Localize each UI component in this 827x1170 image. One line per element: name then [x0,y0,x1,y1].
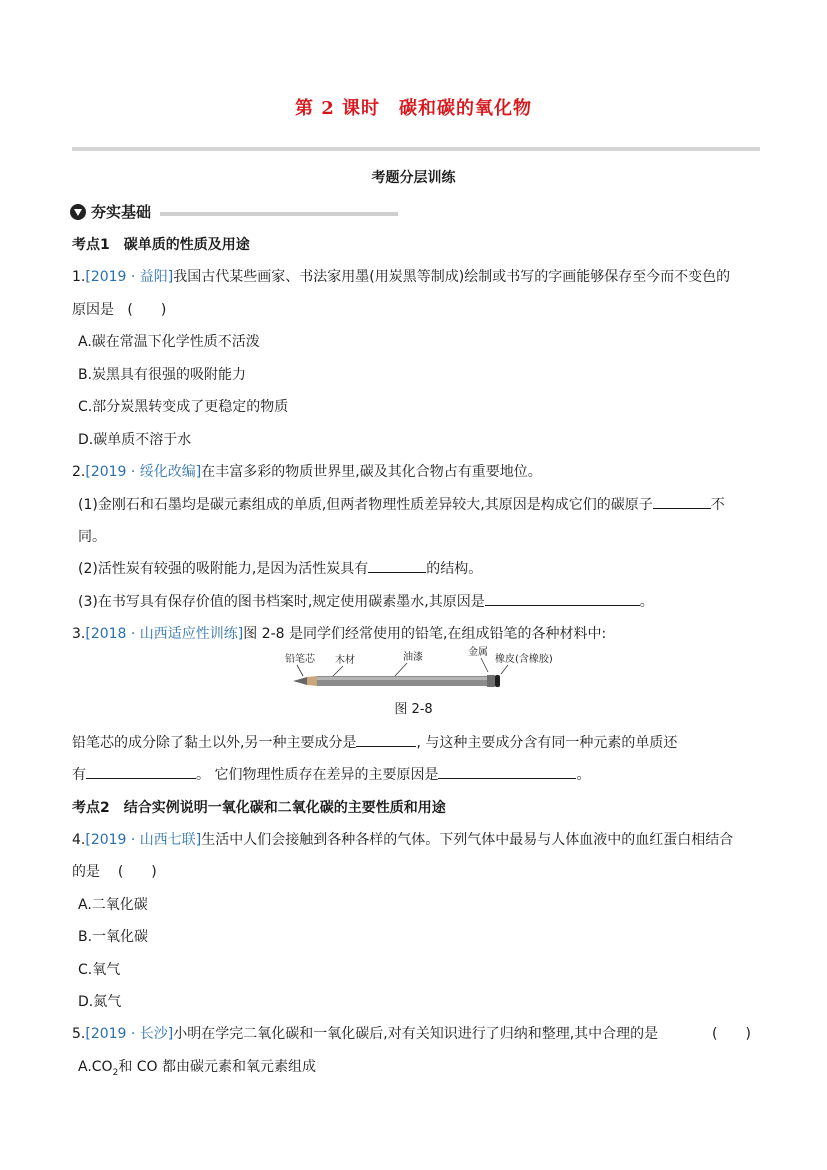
answer-blank[interactable] [438,764,576,779]
triangle-down-icon [70,204,86,220]
q4-answer-paren: ( ) [117,864,157,880]
q4-source: [2019 · 山西七联] [85,832,202,848]
q2-part1-line1 [78,494,725,514]
q3-line2-tail: 。 [576,767,591,783]
page-subtitle: 考题分层训练 [371,170,456,186]
q4-stem-a: 生活中人们会接触到各种各样的气体。下列气体中最易与人体血液中的血红蛋白相结合 [201,832,734,848]
q3-line2-mid: 。 它们物理性质存在差异的主要原因是 [196,767,439,783]
q3-line2-text: 有 [72,767,86,783]
q4-stem-line1 [72,829,733,849]
q5-option-a [78,1056,316,1078]
q1-option-a: A.碳在常温下化学性质不活泼 [78,334,260,350]
answer-blank[interactable] [86,764,196,779]
pencil-figure [285,644,553,694]
title-divider [72,147,760,151]
q1-source: [2019 · 益阳] [85,269,174,285]
q1-stem-b: 原因是 [72,302,114,318]
q1-stem-line1 [72,266,730,286]
q2-part3-tail: 。 [639,594,654,610]
q2-stem-text: 在丰富多彩的物质世界里,碳及其化合物占有重要地位。 [201,464,542,480]
label-eraser: 橡皮(含橡胶) [495,654,553,665]
q4-option-a: A.二氧化碳 [78,897,148,913]
figure-caption: 图 2-8 [394,702,433,717]
q2-stem [72,461,542,481]
label-core: 铅笔芯 [285,654,315,665]
q2-part3 [78,591,654,611]
label-paint: 油漆 [403,652,423,663]
q3-line2 [72,764,590,784]
q1-answer-paren: ( ) [127,302,167,318]
q2-part2 [78,558,482,578]
q4-num: 4. [72,832,86,848]
label-wood: 木材 [335,655,355,666]
q2-part1-text: (1)金刚石和石墨均是碳元素组成的单质,但两者物理性质差异较大,其原因是构成它们的碳原子 [78,497,653,513]
answer-blank[interactable] [485,591,640,606]
q2-part1-line2: 同。 [78,529,106,545]
q2-source: [2019 · 绥化改编] [85,464,202,480]
q5-option-a-text: A.CO [78,1059,113,1075]
q3-num: 3. [72,626,86,642]
q1-option-d: D.碳单质不溶于水 [78,432,192,448]
q3-stem [72,623,606,643]
q3-line1-tail: , 与这种主要成分含有同一种元素的单质还 [416,735,678,751]
q3-stem-text: 图 2-8 是同学们经常使用的铅笔,在组成铅笔的各种材料中: [243,626,607,642]
section-header [70,201,151,222]
answer-blank[interactable] [368,558,426,573]
q4-option-c: C.氧气 [78,962,121,978]
page-title: 第 2 课时 碳和碳的氧化物 [294,98,533,119]
q4-stem-b: 的是 [72,864,100,880]
q3-line1-text: 铅笔芯的成分除了黏土以外,另一种主要成分是 [72,735,357,751]
q1-stem-a: 我国古代某些画家、书法家用墨(用炭黑等制成)绘制或书写的字画能够保存至今而不变色的 [173,269,731,285]
q4-option-b: B.一氧化碳 [78,929,149,945]
pencil-illustration [285,644,553,694]
q2-part1-tail: 不 [710,497,725,513]
q5-stem-text: 小明在学完二氧化碳和一氧化碳后,对有关知识进行了归纳和整理,其中合理的是 [173,1026,659,1042]
q5-stem [72,1023,658,1043]
subscript: 2 [112,1067,119,1078]
q1-option-c: C.部分炭黑转变成了更稳定的物质 [78,399,289,415]
q2-part2-text: (2)活性炭有较强的吸附能力,是因为活性炭具有 [78,561,369,577]
kp1-heading: 考点1 碳单质的性质及用途 [72,237,250,253]
q5-answer-paren: ( ) [712,1026,751,1042]
q5-num: 5. [72,1026,86,1042]
q2-part2-tail: 的结构。 [426,561,483,577]
kp2-heading: 考点2 结合实例说明一氧化碳和二氧化碳的主要性质和用途 [72,800,446,816]
label-metal: 金属 [468,647,488,658]
q2-num: 2. [72,464,86,480]
q4-option-d: D.氮气 [78,994,122,1010]
q5-option-a-tail: 和 CO 都由碳元素和氧元素组成 [118,1059,317,1075]
q2-part3-text: (3)在书写具有保存价值的图书档案时,规定使用碳素墨水,其原因是 [78,594,485,610]
q4-stem-line2 [72,861,157,881]
q1-num: 1. [72,269,86,285]
q5-source: [2019 · 长沙] [85,1026,174,1042]
answer-blank[interactable] [356,732,416,747]
section-label: 夯实基础 [91,203,152,221]
answer-blank[interactable] [653,494,711,509]
q3-line1 [72,732,677,752]
q1-option-b: B.炭黑具有很强的吸附能力 [78,367,247,383]
q1-stem-line2 [72,299,166,319]
q3-source: [2018 · 山西适应性训练] [85,626,244,642]
section-bar [160,212,398,216]
